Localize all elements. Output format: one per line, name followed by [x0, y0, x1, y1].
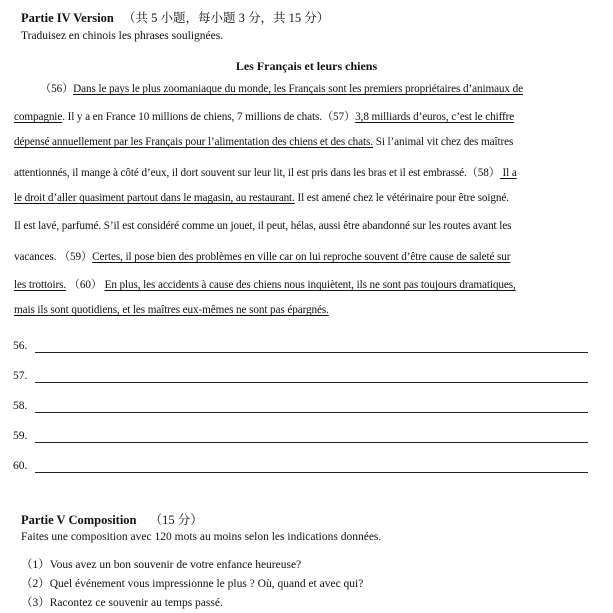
underlined-phrase: Dans le pays le plus zoomaniaque du monde, les Français sont les premiers propriétaires d’animaux de: [73, 83, 523, 95]
underlined-phrase: compagnie: [14, 111, 63, 123]
part5-instruction: Faites une composition avec 120 mots au moins selon les indications données.: [21, 531, 382, 543]
passage-text: vacances. （59）: [14, 251, 93, 263]
passage-text: Si l’animal vit chez des maîtres: [373, 136, 514, 148]
part5-title: Partie V Composition: [21, 513, 137, 527]
composition-prompt: （3）Racontez ce souvenir au temps passé.: [21, 597, 223, 609]
underlined-phrase: les trottoirs.: [14, 279, 67, 291]
passage-title: Les Français et leurs chiens: [235, 59, 378, 73]
passage-line: [14, 304, 329, 316]
answer-number: 58.: [13, 400, 28, 412]
passage-text: attentionnés, il mange à côté d’eux, il dort souvent sur leur lit, il est pris dans les bras et il est embrassé.（58）: [14, 167, 500, 179]
answer-line[interactable]: [35, 352, 588, 353]
underlined-phrase: dépensé annuellement par les Français pour l’alimentation des chiens et des chats.: [14, 136, 373, 148]
passage-text: Il est lavé, parfumé. S’il est considéré comme un jouet, il peut, hélas, aussi être abandonné sur les routes avant les: [14, 220, 512, 232]
part4-instruction: Traduisez en chinois les phrases soulignées.: [21, 30, 224, 42]
answer-number: 60.: [13, 460, 28, 472]
underlined-phrase: Il a: [499, 167, 517, 179]
answer-number: 59.: [13, 430, 28, 442]
passage-line: [14, 192, 509, 204]
underlined-phrase: En plus, les accidents à cause des chiens nous inquiètent, ils ne sont pas toujours dramatiques,: [104, 279, 516, 291]
passage-line: [40, 80, 523, 96]
passage-line: [14, 108, 514, 124]
underlined-phrase: mais ils sont quotidiens, et les maîtres eux-mêmes ne sont pas épargnés.: [14, 304, 329, 316]
composition-prompt: （1）Vous avez un bon souvenir de votre enfance heureuse?: [21, 559, 302, 571]
answer-line[interactable]: [35, 472, 588, 473]
answer-line[interactable]: [35, 382, 588, 383]
passage-line: [14, 276, 516, 292]
passage-text: （60）: [66, 279, 105, 291]
passage-line: [14, 164, 517, 180]
passage-text: . Il y a en France 10 millions de chiens, 7 millions de chats.（57）: [62, 111, 356, 123]
passage-line: [14, 248, 510, 264]
underlined-phrase: le droit d’aller quasiment partout dans le magasin, au restaurant.: [14, 192, 295, 204]
part5-header: [21, 510, 203, 528]
part4-score: （共 5 小题，每小题 3 分，共 15 分）: [122, 11, 330, 25]
underlined-phrase: 3,8 milliards d’euros, c’est le chiffre: [355, 111, 515, 123]
passage-line: [14, 220, 511, 232]
passage-line: [14, 136, 513, 148]
answer-line[interactable]: [35, 412, 588, 413]
answer-line[interactable]: [35, 442, 588, 443]
passage-text: （56）: [40, 83, 74, 95]
answer-number: 57.: [13, 370, 28, 382]
passage-text: Il est amené chez le vétérinaire pour être soigné.: [294, 192, 509, 204]
underlined-phrase: Certes, il pose bien des problèmes en ville car on lui reproche souvent d’être cause de saleté sur: [92, 251, 511, 263]
part4-header: [21, 8, 329, 26]
part4-title: Partie IV Version: [21, 11, 114, 25]
part5-score: （15 分）: [149, 513, 203, 527]
answer-number: 56.: [13, 340, 28, 352]
composition-prompt: （2）Quel événement vous impressionne le plus ? Où, quand et avec qui?: [21, 578, 364, 590]
